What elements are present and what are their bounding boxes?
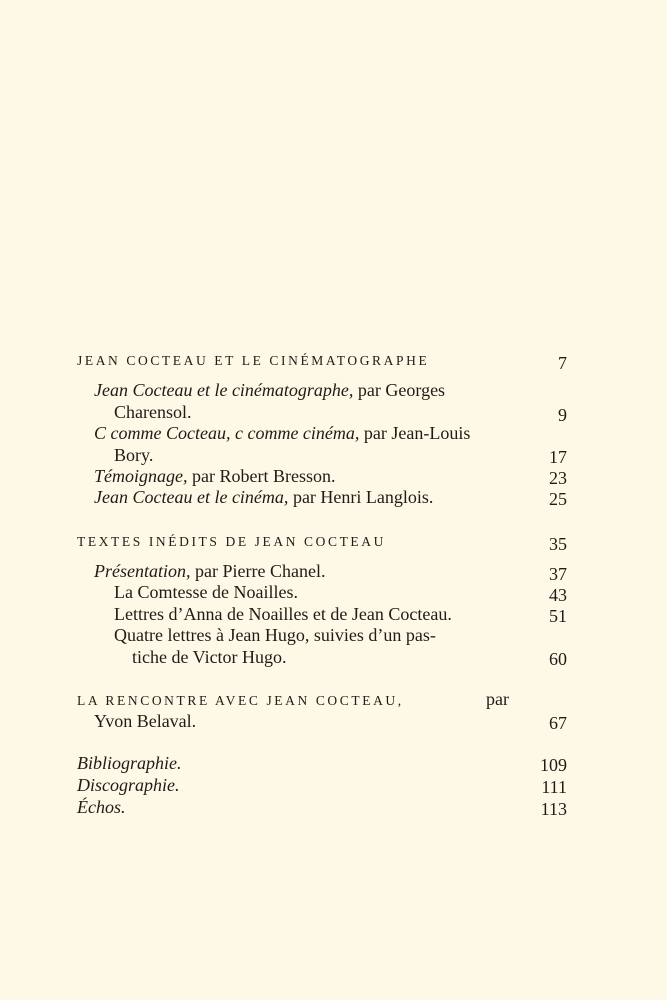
- section-page-cinematographe: 7: [558, 353, 567, 373]
- entry-title: Jean Cocteau et le cinéma,: [94, 487, 289, 507]
- entry-author: par Robert Bresson.: [187, 466, 336, 486]
- entry-title: Jean Cocteau et le cinématographe,: [94, 380, 354, 400]
- appendix-page: 111: [541, 777, 567, 797]
- entry-title: Témoignage,: [94, 466, 188, 486]
- entry-page: 43: [549, 585, 567, 605]
- appendix-discographie: Discographie.: [77, 775, 180, 795]
- section-heading-textes-inedits: TEXTES INÉDITS DE JEAN COCTEAU: [77, 534, 386, 549]
- entry-author: par Henri Langlois.: [288, 487, 434, 507]
- entry-page: 60: [549, 649, 567, 669]
- entry-page: 25: [549, 489, 567, 509]
- toc-entry: La Comtesse de Noailles.: [114, 582, 298, 602]
- entry-continuation: Charensol.: [114, 402, 192, 422]
- appendix-echos: Échos.: [77, 797, 126, 817]
- section-heading-rencontre: LA RENCONTRE AVEC JEAN COCTEAU,: [77, 693, 404, 708]
- entry-page: 17: [549, 447, 567, 467]
- section-heading-cinematographe: JEAN COCTEAU ET LE CINÉMATOGRAPHE: [77, 353, 430, 368]
- entry-continuation: tiche de Victor Hugo.: [132, 647, 287, 667]
- appendix-page: 109: [540, 755, 567, 775]
- entry-page: 51: [549, 606, 567, 626]
- section-heading-rencontre-row: [77, 688, 404, 712]
- toc-entry: [94, 379, 445, 401]
- toc-entry: [94, 465, 335, 487]
- section-page-textes-inedits: 35: [549, 534, 567, 554]
- entry-author: par Georges: [353, 380, 446, 400]
- section-page-rencontre: 67: [549, 713, 567, 733]
- entry-continuation: Bory.: [114, 445, 154, 465]
- toc-entry: [94, 560, 325, 582]
- entry-author: par Jean-Louis: [359, 423, 471, 443]
- appendix-bibliographie: Bibliographie.: [77, 753, 182, 773]
- entry-page: 9: [558, 405, 567, 425]
- appendix-page: 113: [540, 799, 567, 819]
- entry-author: par Pierre Chanel.: [190, 561, 326, 581]
- toc-entry: Quatre lettres à Jean Hugo, suivies d’un pas-: [114, 625, 436, 645]
- toc-entry: [94, 486, 433, 508]
- entry-page: 37: [549, 564, 567, 584]
- entry-continuation: Yvon Belaval.: [94, 711, 197, 731]
- toc-entry: [94, 422, 470, 444]
- entry-page: 23: [549, 468, 567, 488]
- section-heading-par: par: [486, 689, 509, 709]
- toc-entry: Lettres d’Anna de Noailles et de Jean Cocteau.: [114, 604, 452, 624]
- entry-title: C comme Cocteau, c comme cinéma,: [94, 423, 360, 443]
- entry-title: Présentation,: [94, 561, 191, 581]
